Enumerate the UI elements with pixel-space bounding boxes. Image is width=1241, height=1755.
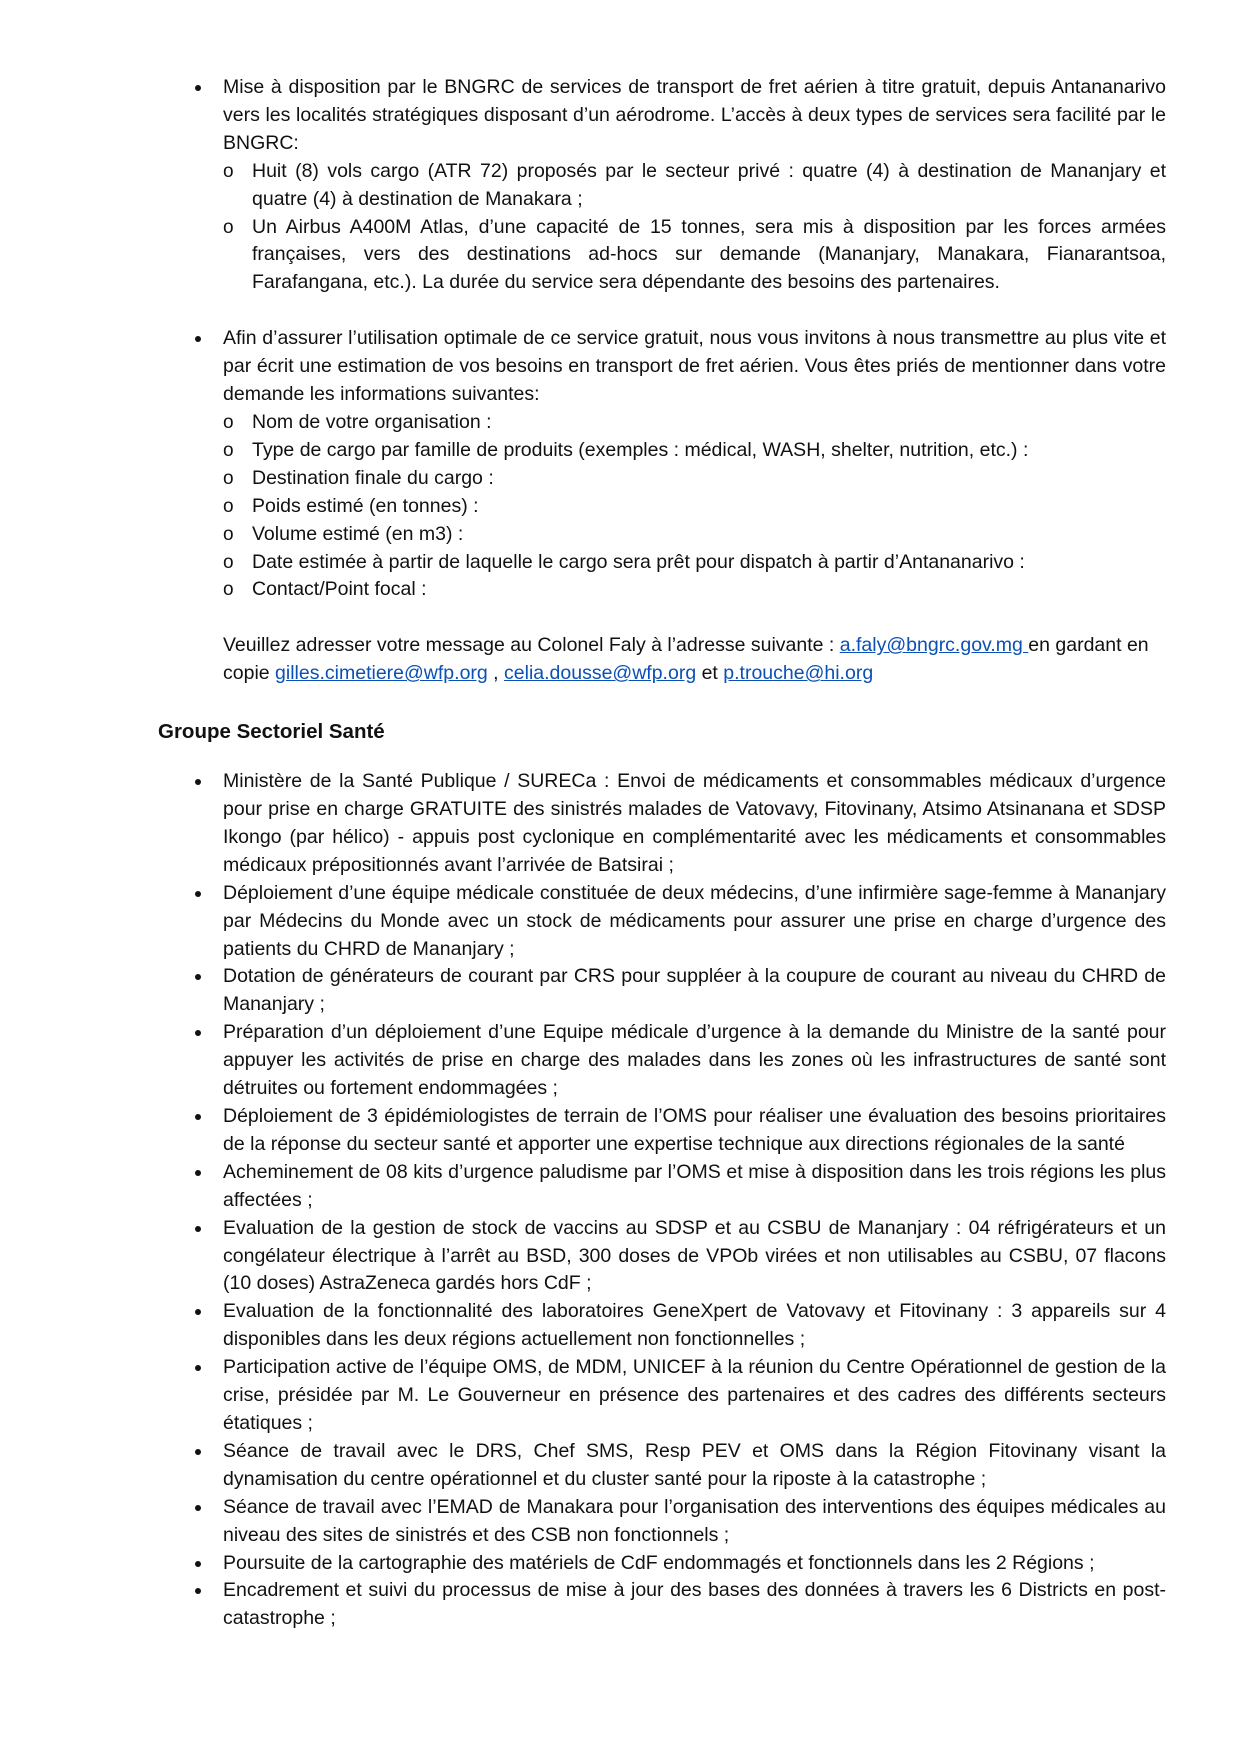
sante-bullet-text: Préparation d’un déploiement d’une Equipe médicale d’urgence à la demande du Ministre de la santé pour appuyer les activités de prise en charge des malades dans les zones où les infrastructures de santé sont détruites ou fortement endommagées ; (223, 1021, 1166, 1100)
contact-intro-text: Veuillez adresser votre message au Colonel Faly à l’adresse suivante : (223, 634, 840, 657)
sante-bullet (158, 880, 1166, 964)
transport-subitem (223, 465, 1166, 493)
email-link-faly[interactable]: a.faly@bngrc.gov.mg (839, 634, 1029, 657)
bullet-icon (195, 1505, 201, 1511)
sante-bullet (158, 1103, 1166, 1159)
transport-subitem (223, 549, 1166, 577)
sante-bullet-text: Encadrement et suivi du processus de mise à jour des bases des données à travers les 6 Districts en post-catastrophe ; (223, 1579, 1166, 1630)
sante-bullet (158, 1019, 1166, 1103)
bullet-icon (195, 891, 201, 897)
bullet-icon (195, 1226, 201, 1232)
sante-bullet-text: Acheminement de 08 kits d’urgence paludisme par l’OMS et mise à disposition dans les trois régions les plus affectées ; (223, 1160, 1166, 1211)
circle-bullet-icon: o (223, 216, 234, 238)
circle-bullet-icon: o (223, 439, 234, 461)
section-title-sante: Groupe Sectoriel Santé (158, 720, 385, 744)
sante-bullet-text: Evaluation de la gestion de stock de vaccins au SDSP et au CSBU de Mananjary : 04 réfrigérateurs et un congélateur électrique à l’arrêt au BSD, 300 doses de VPOb virées et non utilisables au CSBU, 07 flacons (10 doses) AstraZeneca gardés hors CdF ; (223, 1216, 1166, 1295)
sante-bullet-text: Dotation de générateurs de courant par CRS pour suppléer à la coupure de courant au niveau du CHRD de Mananjary ; (223, 965, 1166, 1016)
subitem-text: Contact/Point focal : (252, 578, 427, 601)
sante-bullet-text: Poursuite de la cartographie des matériels de CdF endommagés et fonctionnels dans les 2 Régions ; (223, 1551, 1095, 1574)
email-link-cimetiere[interactable]: gilles.cimetiere@wfp.org (275, 662, 488, 685)
circle-bullet-icon: o (223, 160, 234, 182)
spacer (158, 604, 1166, 632)
transport-subitem (223, 521, 1166, 549)
transport-bullet-list (158, 74, 1166, 297)
bullet-icon (195, 1114, 201, 1120)
bullet-icon (195, 1309, 201, 1315)
email-link-dousse[interactable]: celia.dousse@wfp.org (504, 662, 697, 685)
sante-bullet-text: Séance de travail avec le DRS, Chef SMS, Resp PEV et OMS dans la Région Fitovinany visant la dynamisation du centre opérationnel et du cluster santé pour la riposte à la catastrophe ; (223, 1439, 1166, 1490)
transport-bullet-1-text: Mise à disposition par le BNGRC de services de transport de fret aérien à titre gratuit, depuis Antananarivo vers les localités stratégiques disposant d’un aérodrome. L’accès à deux types de services sera facilité par le BNGRC: (223, 76, 1166, 154)
sante-bullet (158, 768, 1166, 880)
sante-bullet-text: Séance de travail avec l’EMAD de Manakara pour l’organisation des interventions des équipes médicales au niveau des sites de sinistrés et des CSB non fonctionnels ; (223, 1495, 1166, 1546)
bullet-icon (195, 1449, 201, 1455)
circle-bullet-icon: o (223, 467, 234, 489)
bullet-icon (195, 1365, 201, 1371)
transport-bullet-2-text: Afin d’assurer l’utilisation optimale de ce service gratuit, nous vous invitons à nous transmettre au plus vite et par écrit une estimation de vos besoins en transport de fret aérien. Vous êtes priés de mentionner dans votre demande les informations suivantes: (223, 327, 1166, 406)
subitem-text: Volume estimé (en m3) : (252, 522, 464, 545)
transport-subitem (223, 493, 1166, 521)
circle-bullet-icon: o (223, 523, 234, 545)
subitem-text: Un Airbus A400M Atlas, d’une capacité de 15 tonnes, sera mis à disposition par les forces armées françaises, vers des destinations ad-hocs sur demande (Mananjary, Manakara, Fianarantsoa, Farafangana, etc.). La durée du service sera dépendante des besoins des partenaires. (252, 215, 1166, 294)
sante-bullet-text: Déploiement d’une équipe médicale constituée de deux médecins, d’une infirmière sage-femme à Mananjary par Médecins du Monde avec un stock de médicaments pour assurer une prise en charge d’urgence des patients du CHRD de Mananjary ; (223, 881, 1166, 960)
sante-bullet (158, 1159, 1166, 1215)
circle-bullet-icon: o (223, 495, 234, 517)
transport-subitem-list-2 (223, 409, 1166, 604)
transport-subitem-list-1 (223, 158, 1166, 298)
bullet-icon (195, 85, 201, 91)
spacer (158, 688, 1166, 718)
bullet-icon (195, 1561, 201, 1567)
bullet-icon (195, 336, 201, 342)
sante-bullet (158, 1494, 1166, 1550)
sante-bullet-text: Participation active de l’équipe OMS, de MDM, UNICEF à la réunion du Centre Opérationnel de gestion de la crise, présidée par M. Le Gouverneur en présence des partenaires et des cadres des différents secteurs étatiques ; (223, 1356, 1166, 1434)
sante-bullet (158, 1354, 1166, 1438)
contact-paragraph (158, 632, 1166, 688)
sante-bullet-text: Evaluation de la fonctionnalité des laboratoires GeneXpert de Vatovavy et Fitovinany : 3 appareils sur 4 disponibles dans les deux régions actuellement non fonctionnelles ; (223, 1300, 1166, 1351)
subitem-text: Date estimée à partir de laquelle le cargo sera prêt pour dispatch à partir d’Antananarivo : (252, 550, 1025, 573)
transport-subitem (223, 409, 1166, 437)
bullet-icon (195, 779, 201, 785)
transport-subitem (223, 158, 1166, 214)
sante-bullet (158, 1550, 1166, 1578)
contact-copy-text: en gardant en copie (223, 634, 1149, 685)
transport-subitem (223, 576, 1166, 604)
circle-bullet-icon: o (223, 579, 234, 601)
subitem-text: Nom de votre organisation : (252, 410, 492, 433)
sante-bullet (158, 1577, 1166, 1633)
email-link-trouche[interactable]: p.trouche@hi.org (723, 662, 874, 685)
sante-bullet (158, 1438, 1166, 1494)
transport-bullet-1 (158, 74, 1166, 297)
subitem-text: Destination finale du cargo : (252, 466, 494, 489)
sante-bullet (158, 1215, 1166, 1299)
subitem-text: Type de cargo par famille de produits (exemples : médical, WASH, shelter, nutrition, etc.) : (252, 438, 1029, 461)
contact-separator: , (487, 662, 505, 685)
sante-bullet (158, 963, 1166, 1019)
bullet-icon (195, 1588, 201, 1594)
bullet-icon (195, 1170, 201, 1176)
bullet-icon (195, 974, 201, 980)
sante-bullet-list (158, 768, 1166, 1633)
contact-separator: et (696, 662, 724, 685)
transport-bullet-list-2 (158, 325, 1166, 604)
transport-subitem (223, 437, 1166, 465)
sante-bullet-text: Déploiement de 3 épidémiologistes de terrain de l’OMS pour réaliser une évaluation des besoins prioritaires de la réponse du secteur santé et apporter une expertise technique aux directions régionales de la santé (223, 1105, 1166, 1155)
spacer (158, 297, 1166, 325)
spacer (158, 746, 1166, 768)
transport-bullet-2 (158, 325, 1166, 604)
circle-bullet-icon: o (223, 551, 234, 573)
document-body (158, 74, 1166, 1633)
subitem-text: Huit (8) vols cargo (ATR 72) proposés par le secteur privé : quatre (4) à destination de Mananjary et quatre (4) à destination de Manakara ; (252, 159, 1166, 210)
circle-bullet-icon: o (223, 411, 234, 433)
sante-bullet (158, 1298, 1166, 1354)
sante-bullet-text: Ministère de la Santé Publique / SURECa : Envoi de médicaments et consommables médicaux d’urgence pour prise en charge GRATUITE des sinistrés malades de Vatovavy, Fitovinany, Atsimo Atsinanana et SDSP Ikongo (par hélico) - appuis post cyclonique en complémentarité avec les médicaments et consommables médicaux prépositionnés avant l’arrivée de Batsirai ; (223, 770, 1166, 876)
subitem-text: Poids estimé (en tonnes) : (252, 494, 479, 517)
bullet-icon (195, 1030, 201, 1036)
transport-subitem (223, 214, 1166, 298)
